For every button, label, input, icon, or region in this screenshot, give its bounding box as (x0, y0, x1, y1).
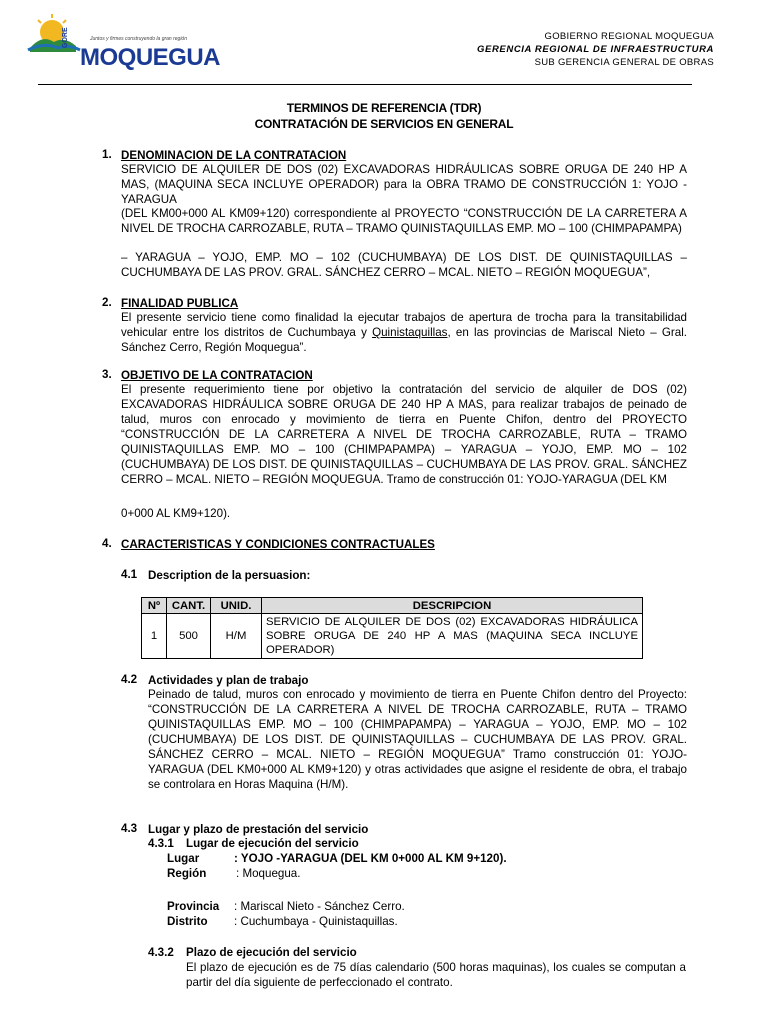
section-1-paragraph-3: – YARAGUA – YOJO, EMP. MO – 102 (CUCHUMBAYA) DE LOS DIST. DE QUINISTAQUILLAS – CUCHUMBAYA DE LAS PROV. GRAL. SÁNCHEZ CERRO – MCAL. NIETO – REGIÓN MOQUEGUA”, (121, 251, 687, 279)
table-header-row (142, 598, 643, 614)
section-4-3-number: 4.3 (121, 822, 138, 835)
provincia-label: Provincia (167, 900, 220, 913)
section-2-heading: FINALIDAD PUBLICA (121, 297, 239, 310)
logo-wordmark: MOQUEGUA (80, 44, 220, 71)
section-4-1-number: 4.1 (121, 568, 138, 581)
table-cell: 500 (167, 614, 211, 659)
distrito-value: : Cuchumbaya - Quinistaquillas. (234, 915, 398, 928)
distrito-label: Distrito (167, 915, 208, 928)
section-4-3-2-number: 4.3.2 (148, 946, 174, 959)
table-header-cell: CANT. (167, 598, 211, 614)
section-4-3-1-number: 4.3.1 (148, 837, 174, 850)
document-subtitle: CONTRATACIÓN DE SERVICIOS EN GENERAL (254, 117, 514, 131)
table-header-cell: Nº (142, 598, 167, 614)
section-2-number: 2. (102, 296, 112, 309)
institution-header (477, 30, 714, 69)
section-4-1-heading: Description de la persuasion: (148, 569, 311, 582)
section-3-paragraph-2: 0+000 AL KM9+120). (121, 507, 231, 520)
lugar-label: Lugar (167, 852, 200, 865)
section-2-paragraph (121, 310, 687, 355)
table-header-cell: DESCRIPCION (262, 598, 643, 614)
section-3-paragraph-1: El presente requerimiento tiene por objetivo la contratación del servicio de alquiler de DOS (02) EXCAVADORAS HIDRÁULICA SOBRE ORUGA DE 240 HP A MAS, para realizar trabajos de peinado de talud, muros con enrocado y movimiento de tierra en Puente Chifon, dentro del PROYECTO “CONSTRUCCIÓN DE LA CARRETERA A NIVEL DE TROCHA CARROZABLE, RUTA – TRAMO QUINISTAQUILLAS EMP. MO – 100 (CHIMPAPAMPA) – YARAGUA – YOJO, EMP. MO – 102 (CUCHUMBAYA) DE LOS DIST. DE QUINISTAQUILLAS – CUCHUMBAYA DE LAS PROV. GRAL. SÁNCHEZ CERRO – MCAL. NIETO – REGIÓN MOQUEGUA. Tramo de construcción 01: YOJO-YARAGUA (DEL KM (121, 383, 687, 486)
section-3-number: 3. (102, 368, 112, 381)
section-4-3-2-paragraph: El plazo de ejecución es de 75 días calendario (500 horas maquinas), los cuales se computan a partir del día siguiente de perfeccionado el contrato. (186, 961, 686, 989)
logo-gore-label: GORE (62, 27, 69, 48)
logo-tagline: Juntos y firmes construyendo la gran región (90, 36, 187, 42)
table-row (142, 614, 643, 659)
provincia-value: : Mariscal Nieto - Sánchez Cerro. (234, 900, 405, 913)
section-1-paragraph-2: (DEL KM00+000 AL KM09+120) correspondiente al PROYECTO “CONSTRUCCIÓN DE LA CARRETERA A NIVEL DE TROCHA CARROZABLE, RUTA – TRAMO QUINISTAQUILLAS EMP. MO – 100 (CHIMPAPAMPA) (121, 207, 687, 235)
region-label: Región (167, 867, 207, 880)
table-header-cell: UNID. (211, 598, 262, 614)
table-cell: 1 (142, 614, 167, 659)
header-line-1: GOBIERNO REGIONAL MOQUEGUA (544, 31, 714, 42)
gore-moquegua-logo (24, 12, 220, 74)
section-2-text-underlined: Quinistaquillas (372, 326, 448, 339)
section-1-paragraph-1: SERVICIO DE ALQUILER DE DOS (02) EXCAVADORAS HIDRÁULICAS SOBRE ORUGA DE 240 HP A MAS, (MAQUINA SECA INCLUYE OPERADOR) para la OBRA TRAMO DE CONSTRUCCIÓN 1: YOJO - YARAGUA (121, 163, 687, 206)
header-line-3: SUB GERENCIA GENERAL DE OBRAS (534, 57, 714, 68)
section-2-text-b: , en las provincias de Mariscal Nieto – Gral. Sánchez Cerro, Región Moquegua”. (121, 326, 688, 354)
section-1-number: 1. (102, 148, 112, 161)
section-4-3-heading: Lugar y plazo de prestación del servicio (148, 823, 369, 836)
table-cell: H/M (211, 614, 262, 659)
header-line-2: GERENCIA REGIONAL DE INFRAESTRUCTURA (477, 44, 714, 55)
header-divider (38, 84, 692, 85)
section-4-2-paragraph: Peinado de talud, muros con enrocado y movimiento de tierra en Puente Chifon dentro del Proyecto: “CONSTRUCCIÓN DE LA CARRETERA A NIVEL DE TROCHA CARROZABLE, RUTA – TRAMO QUINISTAQUILLAS EMP. MO – 100 (CHIMPAPAMPA) – YARAGUA – YOJO, EMP. MO – 102 (CUCHUMBAYA) DE LOS DIST. DE QUINISTAQUILLAS – CUCHUMBAYA DE LAS PROV. GRAL. SÁNCHEZ CERRO – MCAL. NIETO – REGIÓN MOQUEGUA” Tramo construcción 01: YOJO-YARAGUA (DEL KM0+000 AL KM9+120) y otras actividades que asigne el residente de obra, el trabajo se controlara en Horas Maquina (H/M). (148, 688, 687, 791)
lugar-value: : YOJO -YARAGUA (DEL KM 0+000 AL KM 9+120). (234, 852, 507, 865)
table-cell: SERVICIO DE ALQUILER DE DOS (02) EXCAVADORAS HIDRÁULICA SOBRE ORUGA DE 240 HP A MAS (MAQUINA SECA INCLUYE OPERADOR) (262, 614, 643, 659)
section-4-2-heading: Actividades y plan de trabajo (148, 674, 309, 687)
description-table (141, 597, 643, 659)
section-2-text-a: El presente servicio tiene como finalidad la ejecutar trabajos de apertura de trocha para la transitabilidad vehicular entre los distritos de Cuchumbaya y (121, 311, 687, 339)
section-4-heading: CARACTERISTICAS Y CONDICIONES CONTRACTUALES (121, 538, 435, 551)
section-4-number: 4. (102, 537, 112, 550)
section-1-heading: DENOMINACION DE LA CONTRATACION (121, 149, 347, 162)
section-4-3-1-heading: Lugar de ejecución del servicio (186, 837, 359, 850)
section-3-heading: OBJETIVO DE LA CONTRATACION (121, 369, 313, 382)
region-value: : Moquegua. (236, 867, 301, 880)
section-4-2-number: 4.2 (121, 673, 138, 686)
section-4-3-2-heading: Plazo de ejecución del servicio (186, 946, 357, 959)
document-title: TERMINOS DE REFERENCIA (TDR) (286, 101, 482, 115)
